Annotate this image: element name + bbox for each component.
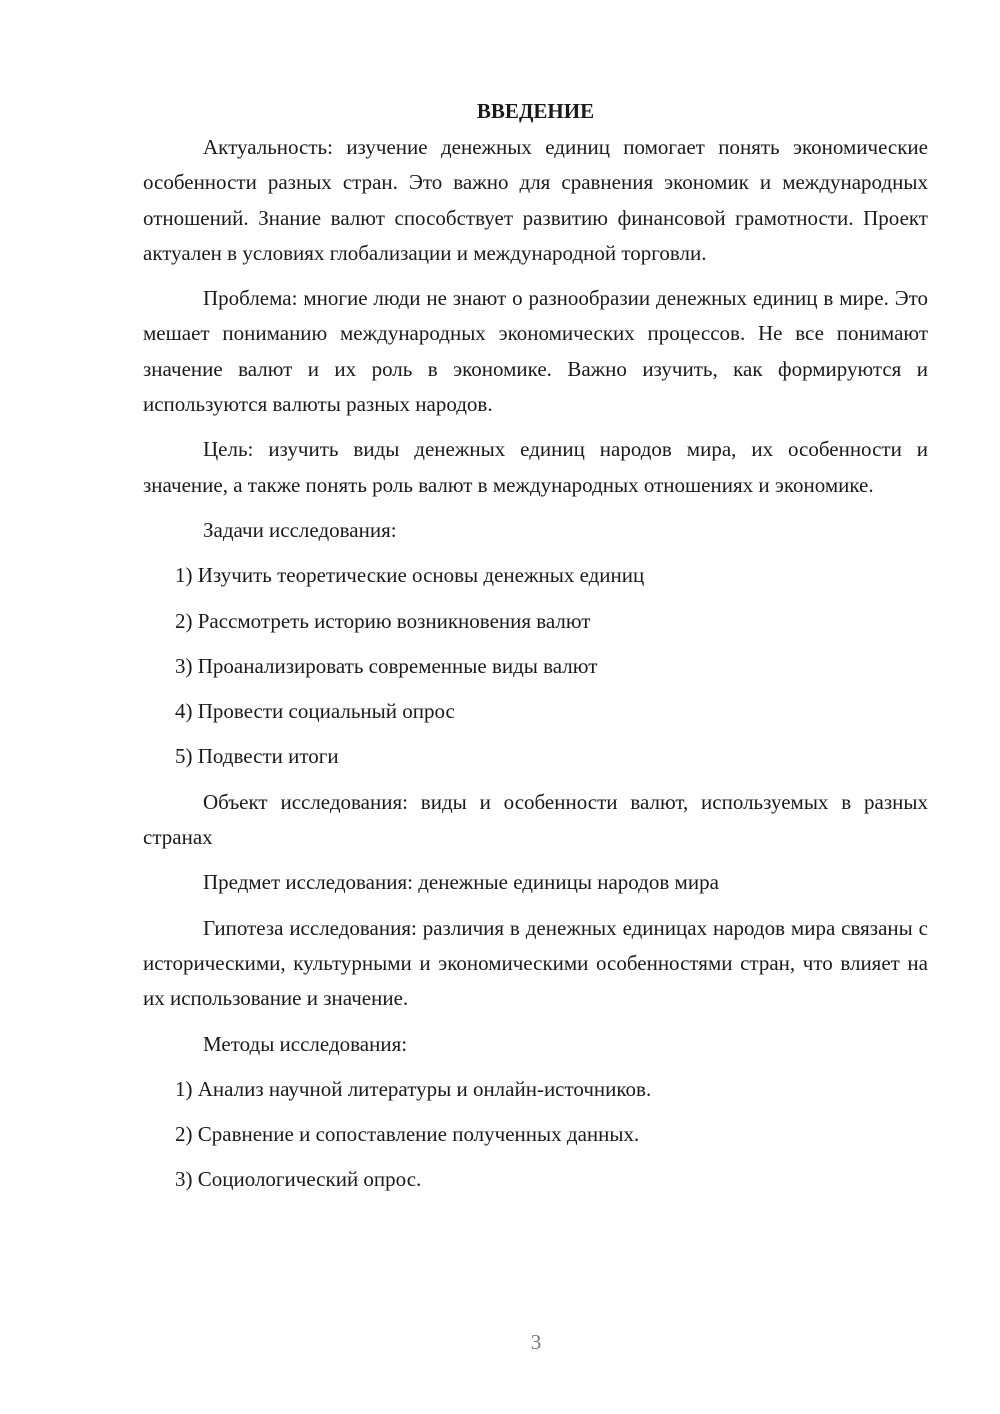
methods-heading: Методы исследования: bbox=[203, 1031, 408, 1056]
goal-paragraph: Цель: изучить виды денежных единиц народов мира, их особенности и значение, а также понять роль валют в международных отношениях и экономике. bbox=[143, 437, 928, 497]
page-number: 3 bbox=[530, 1330, 542, 1354]
list-item: 3) Социологический опрос. bbox=[175, 1167, 422, 1192]
page-title: ВВЕДЕНИЕ bbox=[476, 99, 595, 123]
list-item: 1) Изучить теоретические основы денежных единиц bbox=[175, 563, 645, 588]
relevance-paragraph: Актуальность: изучение денежных единиц помогает понять экономические особенности разных стран. Это важно для сравнения экономик и международных отношений. Знание валют способствует развитию финансовой грамотности. Проект актуален в условиях глобализации и международной торговли. bbox=[143, 135, 928, 265]
problem-paragraph: Проблема: многие люди не знают о разнообразии денежных единиц в мире. Это мешает пониманию международных экономических процессов. Не все понимают значение валют и их роль в экономике. Важно изучить, как формируются и используются валюты разных народов. bbox=[143, 286, 928, 417]
list-item: 4) Провести социальный опрос bbox=[175, 699, 455, 724]
methods-list bbox=[143, 1072, 928, 1198]
list-item: 1) Анализ научной литературы и онлайн-источников. bbox=[175, 1076, 652, 1101]
tasks-list bbox=[143, 558, 928, 774]
list-item: 5) Подвести итоги bbox=[175, 744, 339, 769]
hypothesis-paragraph: Гипотеза исследования: различия в денежных единицах народов мира связаны с историческими, культурными и экономическими особенностями стран, что влияет на их использование и значение. bbox=[143, 915, 928, 1011]
subject-paragraph: Предмет исследования: денежные единицы народов мира bbox=[203, 870, 719, 895]
document-page bbox=[143, 96, 928, 1208]
list-item: 2) Рассмотреть историю возникновения валют bbox=[175, 608, 591, 633]
tasks-heading: Задачи исследования: bbox=[203, 517, 397, 542]
list-item: 3) Проанализировать современные виды валют bbox=[175, 653, 598, 678]
object-paragraph: Объект исследования: виды и особенности валют, используемых в разных странах bbox=[143, 789, 928, 850]
list-item: 2) Сравнение и сопоставление полученных данных. bbox=[175, 1122, 640, 1147]
